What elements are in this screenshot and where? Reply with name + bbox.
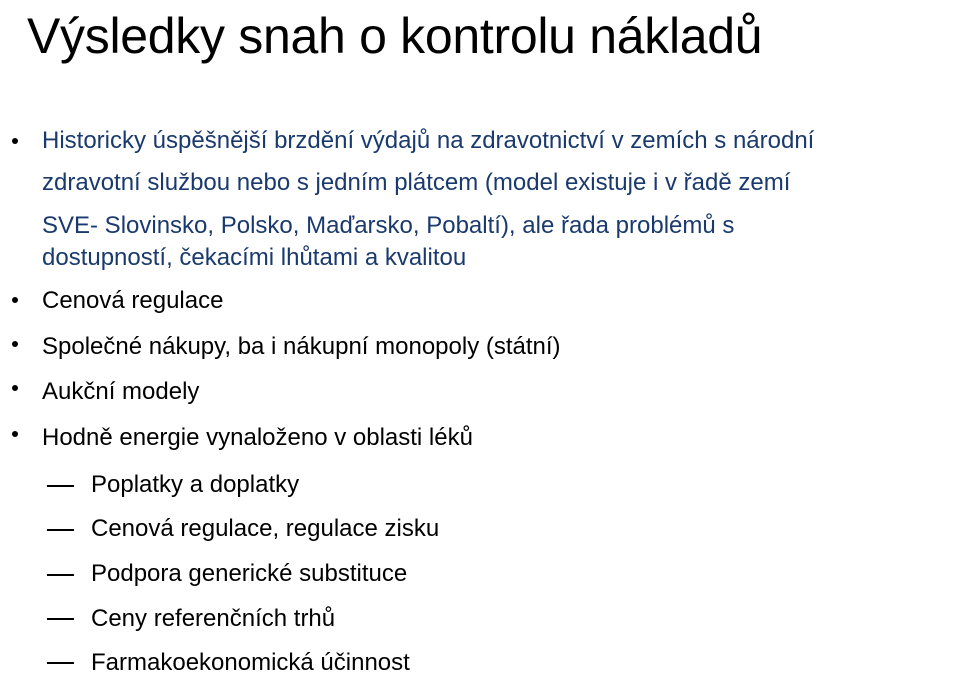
- bullet-text-line: Cenová regulace: [42, 287, 224, 314]
- subbullet-text: Ceny referenčních trhů: [91, 605, 336, 632]
- bullet-text-line: dostupností, čekacími lhůtami a kvalitou: [42, 244, 467, 271]
- subbullet-text: Cenová regulace, regulace zisku: [91, 515, 440, 542]
- bullet-dot: [12, 431, 18, 437]
- bullet-text-line: zdravotní službou nebo s jedním plátcem (model existuje i v řadě zemí: [42, 169, 791, 196]
- bullet-text-line: Hodně energie vynaloženo v oblasti léků: [42, 424, 473, 451]
- bullet-dot: [12, 138, 18, 144]
- bullet-dot: [12, 341, 18, 347]
- subbullet-dash: [47, 574, 74, 576]
- subbullet-dash: [47, 485, 74, 487]
- subbullet-text: Poplatky a doplatky: [91, 471, 300, 498]
- bullet-text-line: SVE- Slovinsko, Polsko, Maďarsko, Pobaltí), ale řada problémů s: [42, 212, 735, 239]
- bullet-text-line: Aukční modely: [42, 378, 200, 405]
- subbullet-dash: [47, 529, 74, 531]
- bullet-text-line: Historicky úspěšnější brzdění výdajů na zdravotnictví v zemích s národní: [42, 127, 815, 154]
- bullet-dot: [12, 297, 18, 303]
- bullet-text-line: Společné nákupy, ba i nákupní monopoly (státní): [42, 333, 561, 360]
- subbullet-dash: [47, 618, 74, 620]
- slide-title: Výsledky snah o kontrolu nákladů: [27, 8, 763, 64]
- bullet-dot: [12, 385, 18, 391]
- subbullet-dash: [47, 662, 74, 664]
- subbullet-text: Farmakoekonomická účinnost: [91, 649, 410, 676]
- subbullet-text: Podpora generické substituce: [91, 560, 408, 587]
